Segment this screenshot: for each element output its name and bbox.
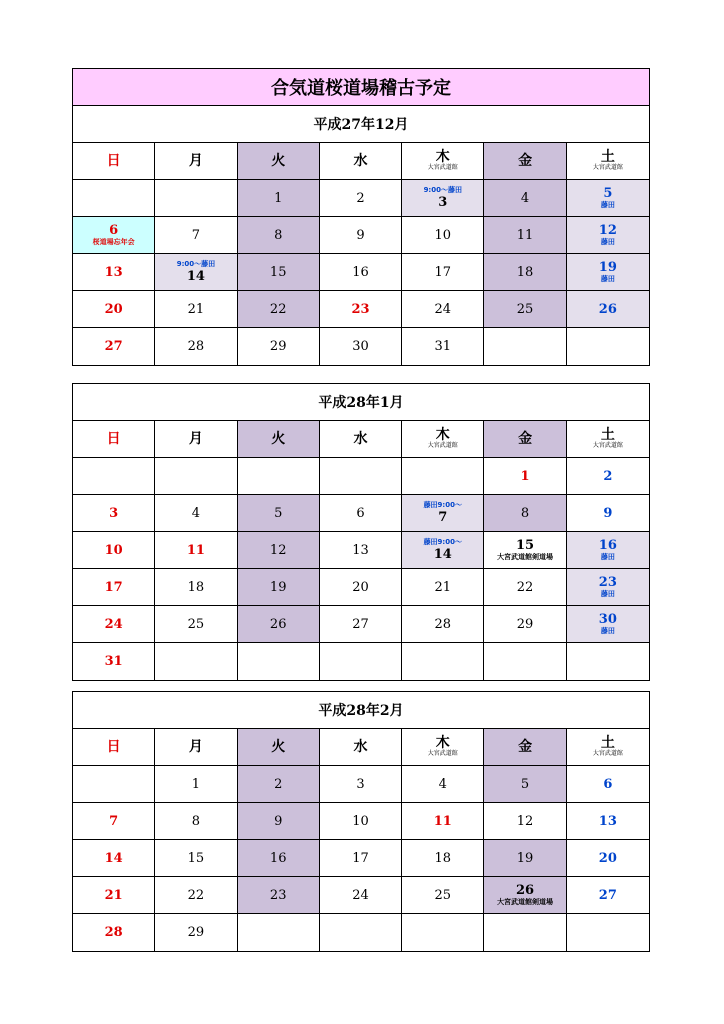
day-cell (320, 569, 402, 606)
calendar-december (72, 68, 650, 366)
day-cell (402, 606, 484, 643)
day-number: 2 (274, 776, 283, 792)
weekday-label: 金 (518, 153, 533, 169)
day-number: 27 (598, 887, 617, 903)
weekday-venue: 大宮武道館 (427, 750, 458, 757)
day-number: 19 (598, 260, 617, 275)
day-cell (402, 328, 484, 365)
weekday-label: 日 (106, 739, 121, 755)
day-cell (484, 877, 566, 914)
day-cell (73, 606, 155, 643)
day-cell (402, 840, 484, 877)
day-number: 2 (603, 468, 613, 484)
weekday-header (567, 143, 649, 180)
day-cell (73, 458, 155, 495)
day-cell (155, 914, 237, 951)
day-cell (155, 291, 237, 328)
day-number: 11 (186, 542, 205, 558)
day-cell (320, 606, 402, 643)
day-cell (567, 180, 649, 217)
day-cell (567, 458, 649, 495)
day-cell (567, 217, 649, 254)
day-number: 21 (187, 301, 205, 317)
day-number: 16 (352, 264, 369, 280)
day-cell (320, 643, 402, 680)
weekday-label: 木 (435, 149, 450, 165)
day-number: 21 (104, 887, 123, 903)
day-number: 24 (434, 301, 452, 317)
day-cell (155, 569, 237, 606)
day-cell (567, 766, 649, 803)
weekday-header (320, 729, 402, 766)
weekday-label: 火 (271, 153, 286, 169)
day-cell (238, 877, 320, 914)
day-number: 25 (187, 616, 205, 632)
weekday-header (155, 421, 237, 458)
day-cell (155, 766, 237, 803)
day-number: 9 (356, 227, 365, 243)
practice-note: 9:00～藤田 (423, 186, 462, 194)
practice-note: 藤田9:00～ (423, 538, 462, 546)
practice-note: 藤田 (600, 275, 615, 283)
day-cell (484, 217, 566, 254)
day-cell (238, 495, 320, 532)
day-cell (73, 532, 155, 569)
day-number: 16 (598, 538, 617, 553)
day-cell (484, 766, 566, 803)
day-number: 20 (598, 850, 617, 866)
day-cell (73, 643, 155, 680)
day-cell (155, 217, 237, 254)
day-number: 18 (187, 579, 205, 595)
practice-note: 大宮武道館剣道場 (497, 553, 554, 561)
day-cell (567, 291, 649, 328)
day-number: 6 (109, 223, 119, 238)
day-cell (567, 840, 649, 877)
day-number: 12 (269, 542, 287, 558)
day-cell (238, 840, 320, 877)
day-number: 19 (269, 579, 287, 595)
day-cell (484, 291, 566, 328)
day-cell (402, 291, 484, 328)
weekday-header (402, 421, 484, 458)
day-number: 10 (352, 813, 369, 829)
day-cell (484, 606, 566, 643)
weekday-label: 日 (106, 153, 121, 169)
day-number: 1 (191, 776, 201, 792)
day-cell (155, 180, 237, 217)
page-title: 合気道桜道場稽古予定 (73, 69, 649, 106)
weekday-label: 水 (353, 153, 368, 169)
day-number: 22 (187, 887, 205, 903)
day-number: 5 (520, 776, 530, 792)
day-number: 22 (269, 301, 287, 317)
day-cell (567, 606, 649, 643)
weekday-label: 月 (188, 153, 203, 169)
day-number: 14 (104, 850, 123, 866)
practice-note: 藤田 (600, 627, 615, 635)
weekday-label: 日 (106, 431, 121, 447)
day-cell (320, 877, 402, 914)
weekday-label: 土 (600, 735, 615, 751)
day-cell (402, 766, 484, 803)
day-cell (402, 569, 484, 606)
day-cell (320, 291, 402, 328)
day-cell (73, 840, 155, 877)
day-cell (567, 877, 649, 914)
day-cell (320, 180, 402, 217)
weekday-label: 木 (435, 735, 450, 751)
day-number: 27 (352, 616, 369, 632)
weekday-venue: 大宮武道館 (592, 750, 623, 757)
day-number: 31 (434, 339, 452, 354)
practice-note: 桜道場忘年会 (92, 238, 135, 246)
day-number: 10 (104, 542, 123, 558)
day-cell (155, 643, 237, 680)
day-number: 7 (109, 813, 119, 829)
weekday-header (238, 143, 320, 180)
day-cell (567, 328, 649, 365)
day-number: 28 (104, 925, 123, 940)
day-number: 4 (191, 505, 201, 521)
weekday-header (73, 421, 155, 458)
day-number: 8 (274, 227, 283, 243)
day-cell (567, 495, 649, 532)
day-cell (402, 254, 484, 291)
day-number: 21 (434, 579, 452, 595)
weekday-label: 木 (435, 427, 450, 443)
day-number: 7 (438, 510, 448, 525)
day-cell (73, 766, 155, 803)
practice-note: 大宮武道館剣道場 (497, 898, 554, 906)
weekday-label: 水 (353, 431, 368, 447)
weekday-header (155, 729, 237, 766)
day-cell (73, 495, 155, 532)
day-number: 12 (598, 223, 617, 238)
day-number: 29 (516, 616, 534, 632)
day-number: 20 (104, 301, 123, 317)
day-cell (320, 217, 402, 254)
day-cell (402, 180, 484, 217)
day-cell (484, 458, 566, 495)
weekday-label: 火 (271, 739, 286, 755)
day-number: 7 (191, 227, 201, 243)
day-cell (484, 914, 566, 951)
day-number: 2 (356, 190, 365, 206)
day-number: 20 (352, 579, 369, 595)
day-cell (484, 328, 566, 365)
day-number: 1 (274, 190, 283, 206)
day-cell (73, 328, 155, 365)
day-cell (238, 254, 320, 291)
day-cell (484, 180, 566, 217)
day-cell (484, 643, 566, 680)
weekday-header (238, 421, 320, 458)
weekday-venue: 大宮武道館 (427, 164, 458, 171)
day-cell (155, 495, 237, 532)
day-cell (484, 254, 566, 291)
day-cell (238, 803, 320, 840)
day-number: 15 (187, 850, 205, 866)
weekday-label: 土 (600, 427, 615, 443)
day-cell (320, 840, 402, 877)
weekday-header (402, 729, 484, 766)
day-cell (238, 766, 320, 803)
day-cell (484, 803, 566, 840)
day-number: 4 (520, 190, 530, 206)
month-title: 平成28年2月 (73, 692, 649, 729)
weekday-label: 金 (518, 431, 533, 447)
day-number: 3 (109, 505, 119, 521)
day-cell (484, 495, 566, 532)
day-cell (484, 569, 566, 606)
day-cell (238, 643, 320, 680)
day-number: 23 (598, 575, 617, 590)
day-cell (320, 328, 402, 365)
weekday-venue: 大宮武道館 (592, 442, 623, 449)
day-cell (155, 877, 237, 914)
calendar-grid (73, 729, 649, 951)
day-cell (155, 458, 237, 495)
day-number: 17 (434, 264, 452, 280)
day-cell (73, 877, 155, 914)
day-cell (567, 643, 649, 680)
practice-note: 藤田 (600, 238, 615, 246)
day-number: 26 (269, 616, 287, 632)
day-cell (155, 606, 237, 643)
day-number: 5 (603, 186, 613, 201)
weekday-header (402, 143, 484, 180)
day-cell (73, 180, 155, 217)
day-cell (567, 569, 649, 606)
day-cell (238, 180, 320, 217)
day-cell (320, 458, 402, 495)
calendar-february (72, 691, 650, 952)
practice-note: 9:00～藤田 (176, 260, 216, 268)
calendar-grid (73, 421, 649, 680)
day-number: 5 (274, 505, 283, 521)
day-number: 14 (433, 547, 452, 562)
day-number: 17 (104, 579, 123, 595)
day-cell (567, 803, 649, 840)
day-cell (402, 532, 484, 569)
weekday-venue: 大宮武道館 (592, 164, 623, 171)
day-number: 17 (352, 850, 369, 866)
weekday-header (73, 143, 155, 180)
day-cell (402, 217, 484, 254)
day-number: 10 (434, 227, 452, 243)
day-number: 31 (104, 654, 123, 669)
day-number: 15 (516, 538, 535, 553)
weekday-label: 火 (271, 431, 286, 447)
practice-note: 藤田 (600, 553, 615, 561)
day-number: 25 (516, 301, 534, 317)
day-cell (320, 803, 402, 840)
weekday-header (484, 421, 566, 458)
day-number: 8 (520, 505, 530, 521)
day-cell (320, 254, 402, 291)
weekday-label: 月 (188, 739, 203, 755)
day-cell (73, 217, 155, 254)
day-cell (238, 569, 320, 606)
weekday-header (484, 729, 566, 766)
day-number: 28 (434, 616, 452, 632)
day-number: 23 (269, 887, 287, 903)
month-title: 平成27年12月 (73, 106, 649, 143)
day-cell (238, 217, 320, 254)
day-cell (484, 532, 566, 569)
day-number: 23 (351, 301, 370, 317)
day-cell (73, 254, 155, 291)
weekday-label: 水 (353, 739, 368, 755)
day-cell (155, 803, 237, 840)
day-cell (320, 914, 402, 951)
day-number: 13 (598, 813, 617, 829)
day-number: 29 (187, 925, 205, 940)
day-cell (402, 803, 484, 840)
day-number: 18 (516, 264, 534, 280)
month-title: 平成28年1月 (73, 384, 649, 421)
day-number: 13 (104, 264, 123, 280)
day-number: 24 (352, 887, 369, 903)
day-number: 26 (598, 301, 617, 317)
practice-note: 藤田9:00～ (423, 501, 462, 509)
weekday-label: 金 (518, 739, 533, 755)
practice-note: 藤田 (600, 590, 615, 598)
day-cell (73, 569, 155, 606)
day-cell (320, 495, 402, 532)
day-cell (484, 840, 566, 877)
day-cell (320, 766, 402, 803)
day-cell (567, 914, 649, 951)
day-number: 22 (516, 579, 534, 595)
weekday-header (567, 729, 649, 766)
weekday-header (567, 421, 649, 458)
calendar-january (72, 383, 650, 681)
day-cell (73, 803, 155, 840)
day-cell (155, 532, 237, 569)
weekday-header (320, 143, 402, 180)
day-number: 18 (434, 850, 452, 866)
day-cell (238, 914, 320, 951)
day-number: 1 (520, 468, 530, 484)
day-number: 27 (104, 339, 123, 354)
day-number: 25 (434, 887, 452, 903)
day-number: 13 (352, 542, 369, 558)
day-number: 28 (187, 339, 205, 354)
day-number: 4 (438, 776, 447, 792)
day-cell (320, 532, 402, 569)
day-number: 6 (356, 505, 365, 521)
day-cell (567, 254, 649, 291)
day-number: 11 (433, 813, 452, 829)
day-number: 3 (356, 776, 365, 792)
day-cell (155, 254, 237, 291)
weekday-venue: 大宮武道館 (427, 442, 458, 449)
day-cell (238, 458, 320, 495)
day-number: 9 (603, 505, 613, 521)
day-number: 30 (352, 339, 369, 354)
day-number: 3 (438, 195, 448, 210)
day-number: 19 (516, 850, 534, 866)
day-number: 6 (603, 776, 613, 792)
day-number: 11 (516, 227, 534, 243)
day-cell (402, 877, 484, 914)
day-cell (238, 606, 320, 643)
weekday-header (155, 143, 237, 180)
weekday-label: 土 (600, 149, 615, 165)
day-number: 16 (269, 850, 287, 866)
weekday-header (484, 143, 566, 180)
weekday-header (238, 729, 320, 766)
day-number: 14 (186, 269, 205, 284)
weekday-header (320, 421, 402, 458)
day-cell (73, 291, 155, 328)
day-number: 9 (274, 813, 283, 829)
day-cell (73, 914, 155, 951)
day-number: 8 (191, 813, 201, 829)
day-cell (402, 914, 484, 951)
day-cell (238, 532, 320, 569)
day-number: 12 (516, 813, 534, 829)
day-cell (238, 291, 320, 328)
day-number: 26 (516, 883, 535, 898)
day-number: 24 (104, 616, 123, 632)
day-cell (402, 643, 484, 680)
practice-note: 藤田 (600, 201, 615, 209)
day-cell (402, 458, 484, 495)
day-number: 29 (269, 339, 287, 354)
weekday-label: 月 (188, 431, 203, 447)
day-number: 15 (269, 264, 287, 280)
day-cell (402, 495, 484, 532)
calendar-grid (73, 143, 649, 365)
day-cell (567, 532, 649, 569)
day-number: 30 (598, 612, 617, 627)
weekday-header (73, 729, 155, 766)
day-cell (238, 328, 320, 365)
day-cell (155, 328, 237, 365)
day-cell (155, 840, 237, 877)
